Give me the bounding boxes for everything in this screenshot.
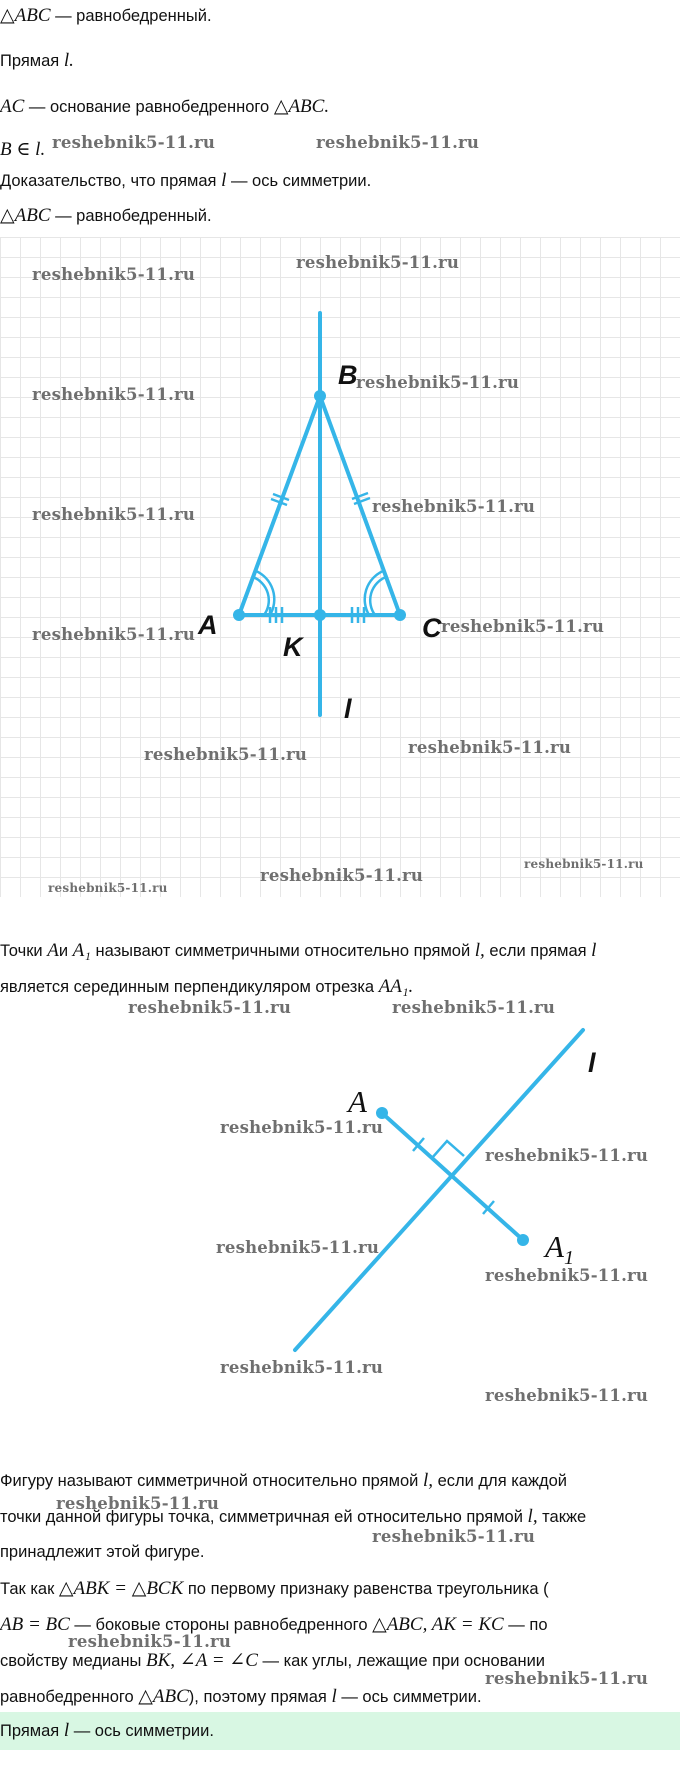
point-k [314, 609, 326, 621]
label-l: l [344, 694, 352, 724]
def2-p4: также [542, 1508, 587, 1526]
def1-l2: l [591, 940, 597, 961]
given-line-var: l. [63, 50, 74, 71]
def2-l2: l, [527, 1506, 538, 1527]
reason-p7: равнобедренного [0, 1688, 134, 1706]
def1-aa1: AA₁. [378, 976, 414, 997]
definition1-line1 [0, 940, 596, 962]
label-l-2: l [588, 1048, 596, 1078]
reason-p9: — ось симметрии. [341, 1688, 482, 1706]
watermark: reshebnik5-11.ru [392, 998, 556, 1017]
solution-triangle: △ABC [0, 205, 51, 226]
reason-p8: ), поэтому прямая [188, 1688, 327, 1706]
reason-p2: по первому признаку равенства треугольника ( [187, 1580, 549, 1598]
watermark: reshebnik5-11.ru [372, 497, 536, 516]
right-angle-mark [432, 1141, 464, 1158]
watermark: reshebnik5-11.ru [485, 1266, 649, 1285]
watermark: reshebnik5-11.ru [485, 1386, 649, 1405]
label-b: B [338, 360, 358, 390]
side-ab [239, 396, 320, 615]
angle-arc-c [370, 577, 386, 615]
def1-and: и [58, 942, 69, 960]
watermark: reshebnik5-11.ru [220, 1118, 384, 1137]
def1-l: l, [474, 940, 485, 961]
angle-arc-a2 [256, 571, 274, 615]
answer-var: l [63, 1720, 70, 1741]
watermark: reshebnik5-11.ru [316, 133, 480, 152]
watermark: reshebnik5-11.ru [32, 385, 196, 404]
watermark: reshebnik5-11.ru [56, 1494, 220, 1513]
point-c [394, 609, 406, 621]
watermark: reshebnik5-11.ru [144, 745, 308, 764]
label-c: C [422, 613, 442, 643]
solution-start-text: — равнобедренный. [55, 207, 212, 225]
prove-text2: — ось симметрии. [230, 172, 372, 190]
reason-eq2: AB = BC [0, 1614, 70, 1635]
watermark: reshebnik5-11.ru [485, 1146, 649, 1165]
def2-p2: если для каждой [437, 1472, 568, 1490]
label-a1: $A_1$ [545, 1229, 574, 1269]
def1-p3: если прямая [489, 942, 587, 960]
watermark: reshebnik5-11.ru [408, 738, 572, 757]
watermark: reshebnik5-11.ru [260, 866, 424, 885]
triangle-symbol: △ABC [0, 5, 51, 26]
watermark: reshebnik5-11.ru [216, 1238, 380, 1257]
line-l-2 [295, 1030, 583, 1350]
def2-p5: принадлежит этой фигуре. [0, 1543, 205, 1561]
watermark: reshebnik5-11.ru [220, 1358, 384, 1377]
reason-p5: свойству медианы [0, 1652, 142, 1670]
definition2-line3 [0, 1541, 204, 1563]
watermark: reshebnik5-11.ru [128, 998, 292, 1017]
reason-p1: Так как [0, 1580, 55, 1598]
angle-arc-c2 [365, 571, 383, 615]
given-triangle-text: — равнобедренный. [55, 7, 212, 25]
point-a1 [517, 1234, 529, 1246]
watermark: reshebnik5-11.ru [32, 265, 196, 284]
def2-p3: точки данной фигуры точка, симметричная ей относительно прямой [0, 1508, 523, 1526]
def1-p4: является серединным перпендикуляром отрезка [0, 978, 375, 996]
watermark: reshebnik5-11.ru [48, 881, 168, 895]
reasoning-line3 [0, 1650, 545, 1672]
watermark: reshebnik5-11.ru [524, 857, 644, 871]
reasoning-line1 [0, 1578, 549, 1600]
prove-text1: Доказательство, что прямая [0, 172, 217, 190]
def1-a1: A₁ [72, 940, 91, 961]
watermark: reshebnik5-11.ru [32, 625, 196, 644]
watermark: reshebnik5-11.ru [441, 617, 605, 636]
given-line-label: Прямая [0, 52, 60, 70]
reasoning-line4 [0, 1686, 482, 1708]
reason-eq3: △ABC, AK = KC [372, 1614, 504, 1635]
def1-p2: называют симметричными относительно прямой [95, 942, 471, 960]
answer-p2: — ось симметрии. [73, 1722, 214, 1740]
given-base-var: AC [0, 96, 25, 117]
def1-p1: Точки [0, 942, 43, 960]
reason-eq4: BK, ∠A = ∠C [146, 1650, 258, 1671]
watermark: reshebnik5-11.ru [68, 1632, 232, 1651]
given-base-text: — основание равнобедренного [28, 98, 270, 116]
given-base-triangle: △ABC. [273, 96, 330, 117]
watermark: reshebnik5-11.ru [32, 505, 196, 524]
watermark: reshebnik5-11.ru [485, 1669, 649, 1688]
prove-var: l [221, 170, 227, 191]
reason-p3: — боковые стороны равнобедренного [74, 1616, 368, 1634]
def1-a: A [47, 940, 59, 961]
reason-eq6: l [331, 1686, 337, 1707]
reason-eq5: △ABC [138, 1686, 189, 1707]
answer-line [0, 1720, 214, 1742]
watermark: reshebnik5-11.ru [372, 1527, 536, 1546]
reason-eq1: △ABK = △BCK [58, 1578, 184, 1599]
symmetry-figure [0, 1000, 680, 1420]
watermark: reshebnik5-11.ru [52, 133, 216, 152]
point-b [314, 390, 326, 402]
watermark: reshebnik5-11.ru [356, 373, 520, 392]
point-a [233, 609, 245, 621]
angle-arc-a [253, 577, 269, 615]
segment-aa1 [382, 1113, 523, 1240]
label-a-2: A [348, 1084, 367, 1119]
label-a: A [198, 610, 218, 640]
reason-p4: — по [508, 1616, 548, 1634]
given-b-in-l-text: B ∈ l. [0, 139, 46, 160]
definition2-line1 [0, 1470, 567, 1492]
watermark: reshebnik5-11.ru [296, 253, 460, 272]
def2-l: l, [422, 1470, 433, 1491]
label-k: K [283, 632, 303, 662]
definition1-line2 [0, 976, 413, 998]
answer-p1: Прямая [0, 1722, 60, 1740]
def2-p1: Фигуру называют симметричной относительно прямой [0, 1472, 419, 1490]
reason-p6: — как углы, лежащие при основании [262, 1652, 546, 1670]
